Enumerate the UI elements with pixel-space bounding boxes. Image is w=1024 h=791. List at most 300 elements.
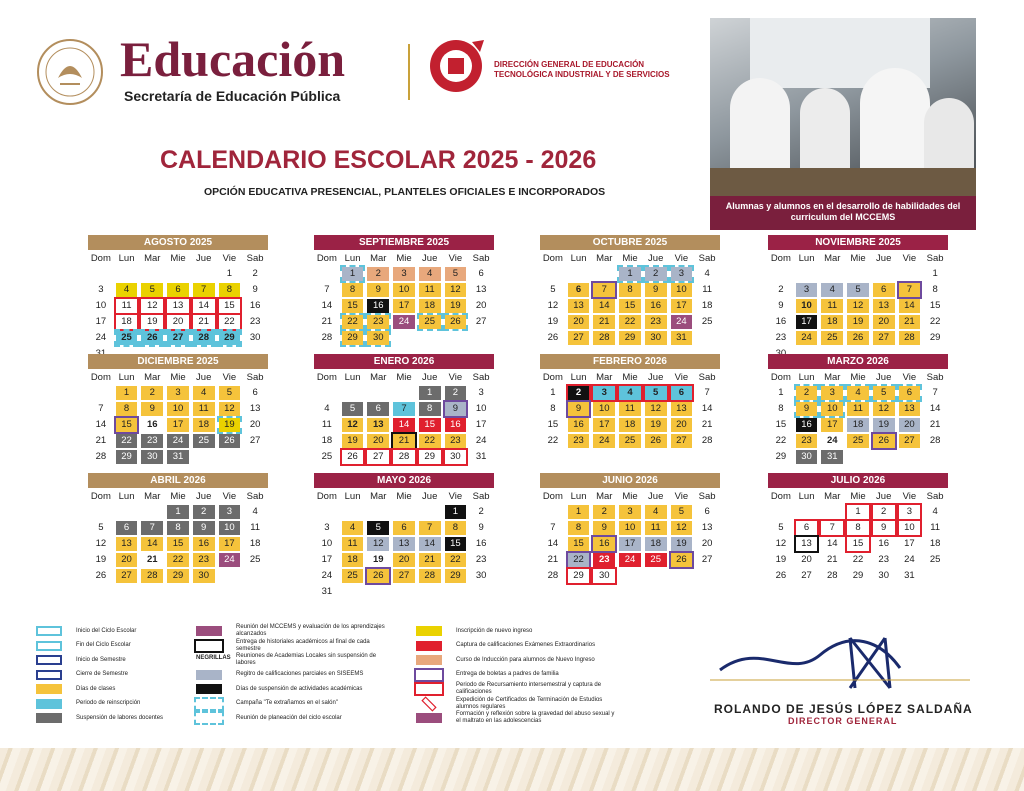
day-cell: 3 — [619, 505, 641, 519]
day-name: Mie — [396, 253, 412, 264]
day-cell: 16 — [878, 538, 889, 549]
month-3 — [768, 235, 948, 362]
legend-swatch — [416, 641, 442, 651]
day-name: Dom — [770, 491, 791, 502]
day-cell: 12 — [95, 538, 107, 549]
day-name: Sab — [926, 372, 944, 383]
day-name: Jue — [422, 253, 438, 264]
day-cell: 26 — [342, 450, 364, 464]
day-cell: 13 — [249, 403, 261, 414]
day-cell: 30 — [475, 570, 487, 581]
day-cell: 25 — [321, 451, 333, 462]
day-cell: 29 — [342, 331, 364, 345]
legend-label: Días de clases — [76, 685, 116, 692]
day-cell: 1 — [226, 268, 233, 279]
day-cell: 19 — [847, 315, 869, 329]
day-cell: 6 — [796, 521, 818, 535]
days-grid — [314, 385, 494, 465]
day-cell: 29 — [619, 331, 641, 345]
day-cell: 12 — [873, 402, 895, 416]
day-cell: 6 — [478, 268, 484, 279]
legend-label: Días de suspensión de actividades académicas — [236, 685, 363, 692]
day-name: Vie — [902, 372, 917, 383]
day-cell: 19 — [671, 537, 693, 551]
day-name: Sab — [246, 372, 264, 383]
day-cell: 8 — [932, 284, 938, 295]
day-cell: 10 — [796, 299, 818, 313]
day-cell: 16 — [568, 418, 590, 432]
day-cell: 20 — [701, 538, 713, 549]
day-cell: 20 — [167, 315, 189, 329]
empty-cell — [316, 505, 338, 519]
day-cell: 13 — [873, 299, 895, 313]
day-cell: 20 — [393, 553, 415, 567]
legend-swatch — [416, 713, 442, 723]
day-name: Mie — [396, 372, 412, 383]
day-cell: 3 — [821, 386, 843, 400]
legend-swatch — [36, 713, 62, 723]
day-cell: 26 — [775, 570, 787, 581]
day-name: Lun — [570, 372, 587, 383]
day-cell: 27 — [475, 316, 487, 327]
day-cell: 11 — [702, 284, 713, 295]
day-cell: 14 — [393, 418, 415, 432]
day-cell: 13 — [568, 299, 590, 313]
month-7 — [768, 354, 948, 465]
day-cell: 12 — [547, 300, 559, 311]
empty-cell — [873, 267, 895, 281]
day-cell: 28 — [95, 451, 107, 462]
day-cell: 17 — [619, 537, 641, 551]
day-cell: 11 — [930, 522, 941, 533]
day-name: Dom — [542, 253, 563, 264]
day-cell: 8 — [167, 521, 189, 535]
day-cell: 10 — [593, 402, 615, 416]
day-cell: 25 — [193, 434, 215, 448]
day-cell: 6 — [873, 283, 895, 297]
day-cell: 3 — [219, 505, 241, 519]
day-name: Dom — [316, 491, 337, 502]
day-cell: 23 — [445, 434, 467, 448]
empty-cell — [796, 505, 818, 519]
empty-cell — [419, 505, 441, 519]
day-cell: 13 — [899, 402, 921, 416]
day-cell: 10 — [475, 403, 487, 414]
days-grid — [768, 504, 948, 584]
day-cell: 30 — [141, 450, 163, 464]
day-cell: 31 — [904, 570, 915, 581]
legend-swatch — [421, 696, 436, 711]
day-cell: 12 — [645, 402, 667, 416]
day-cell: 14 — [929, 403, 941, 414]
day-cell: 6 — [167, 283, 189, 297]
day-cell: 1 — [116, 386, 138, 400]
day-cell: 6 — [568, 283, 590, 297]
empty-cell — [116, 267, 138, 281]
month-header: FEBRERO 2026 — [540, 354, 720, 369]
legend-item — [416, 668, 616, 682]
day-cell: 17 — [904, 538, 915, 549]
empty-cell — [899, 267, 921, 281]
day-names-row — [768, 490, 948, 504]
day-cell: 8 — [568, 521, 590, 535]
days-grid — [540, 504, 720, 584]
month-header: ABRIL 2026 — [88, 473, 268, 488]
legend-label: Periodo de reinscripción — [76, 700, 141, 706]
month-header: JUNIO 2026 — [540, 473, 720, 488]
day-name: Mar — [824, 253, 841, 264]
dgeti-logo-icon — [426, 36, 486, 96]
day-cell: 4 — [116, 283, 138, 297]
month-4 — [88, 354, 268, 465]
day-cell: 15 — [775, 419, 787, 430]
day-cell: 27 — [367, 450, 389, 464]
day-cell: 27 — [701, 554, 713, 565]
day-name: Dom — [316, 253, 337, 264]
day-cell: 21 — [95, 435, 107, 446]
day-cell: 3 — [796, 283, 818, 297]
day-cell: 30 — [445, 450, 467, 464]
day-cell: 7 — [193, 283, 215, 297]
day-names-row — [768, 252, 948, 266]
day-cell: 21 — [321, 316, 333, 327]
legend-label: Inscripción de nuevo ingreso — [456, 627, 533, 634]
day-cell: 24 — [826, 435, 838, 446]
day-cell: 24 — [321, 570, 333, 581]
day-cell: 8 — [419, 402, 441, 416]
legend-label: Reunión de planeación del ciclo escolar — [236, 714, 342, 721]
day-cell: 19 — [645, 418, 667, 432]
day-cell: 30 — [193, 569, 215, 583]
day-cell: 18 — [193, 418, 215, 432]
day-name: Mie — [850, 372, 866, 383]
day-cell: 7 — [704, 387, 710, 398]
day-name: Jue — [648, 372, 664, 383]
day-cell: 10 — [219, 521, 241, 535]
day-cell: 20 — [475, 300, 487, 311]
empty-cell — [847, 267, 869, 281]
day-cell: 4 — [821, 283, 843, 297]
day-cell: 4 — [704, 268, 710, 279]
legend-swatch: NEGRILLAS — [196, 655, 231, 661]
day-cell: 23 — [475, 554, 487, 565]
days-grid — [540, 266, 720, 346]
day-cell: 16 — [475, 538, 487, 549]
empty-cell — [796, 267, 818, 281]
day-cell: 23 — [878, 554, 889, 565]
day-cell: 23 — [249, 316, 261, 327]
month-9 — [314, 473, 494, 600]
day-name: Dom — [316, 372, 337, 383]
day-cell: 4 — [619, 386, 641, 400]
day-cell: 27 — [116, 569, 138, 583]
day-cell: 13 — [116, 537, 138, 551]
day-cell: 16 — [593, 537, 615, 551]
day-name: Jue — [876, 253, 892, 264]
day-cell: 22 — [342, 315, 364, 329]
day-cell: 1 — [167, 505, 189, 519]
days-grid — [88, 385, 268, 465]
day-cell: 8 — [619, 283, 641, 297]
day-cell: 28 — [701, 435, 713, 446]
day-cell: 17 — [167, 418, 189, 432]
day-cell: 31 — [475, 451, 487, 462]
day-cell: 25 — [249, 554, 261, 565]
day-cell: 24 — [904, 554, 915, 565]
day-cell: 30 — [645, 331, 667, 345]
month-0 — [88, 235, 268, 362]
day-cell: 23 — [775, 332, 787, 343]
day-cell: 11 — [116, 299, 138, 313]
page-subtitle: OPCIÓN EDUCATIVA PRESENCIAL, PLANTELES OFICIALES E INCORPORADOS — [204, 186, 606, 198]
legend-swatch — [36, 626, 62, 636]
day-cell: 15 — [116, 418, 138, 432]
day-cell: 15 — [619, 299, 641, 313]
day-cell: 31 — [321, 586, 333, 597]
day-cell: 23 — [645, 315, 667, 329]
day-cell: 28 — [193, 331, 215, 345]
day-cell: 30 — [878, 570, 889, 581]
legend-label: Entrega de boletas a padres de familia — [456, 671, 559, 677]
legend-label: Expedición de Certificados de Terminación de Estudios alumnos regulares — [456, 696, 603, 710]
day-names-row — [768, 371, 948, 385]
empty-cell — [342, 505, 364, 519]
day-cell: 28 — [321, 332, 333, 343]
legend-swatch — [416, 655, 442, 665]
day-cell: 21 — [547, 554, 559, 565]
day-cell: 17 — [475, 419, 487, 430]
day-name: Mar — [144, 253, 161, 264]
day-name: Mar — [144, 372, 161, 383]
day-names-row — [88, 371, 268, 385]
day-cell: 16 — [796, 418, 818, 432]
month-2 — [540, 235, 720, 346]
day-name: Mie — [850, 491, 866, 502]
empty-cell — [90, 505, 112, 519]
day-name: Jue — [648, 491, 664, 502]
day-cell: 21 — [929, 419, 941, 430]
day-cell: 10 — [321, 538, 333, 549]
day-cell: 26 — [645, 434, 667, 448]
day-cell: 3 — [593, 386, 615, 400]
legend-label: Fin del Ciclo Escolar — [76, 642, 131, 648]
day-cell: 11 — [419, 283, 441, 297]
day-cell: 24 — [796, 331, 818, 345]
month-11 — [768, 473, 948, 584]
day-cell: 24 — [475, 435, 487, 446]
day-cell: 4 — [419, 267, 441, 281]
day-cell: 15 — [342, 299, 364, 313]
day-cell: 7 — [393, 402, 415, 416]
day-cell: 7 — [141, 521, 163, 535]
empty-cell — [568, 267, 590, 281]
day-name: Mar — [596, 491, 613, 502]
day-name: Sab — [472, 491, 490, 502]
empty-cell — [316, 386, 338, 400]
day-name: Jue — [876, 491, 892, 502]
day-cell: 19 — [445, 299, 467, 313]
day-cell: 4 — [252, 506, 258, 517]
day-cell: 4 — [847, 386, 869, 400]
day-cell: 29 — [929, 332, 941, 343]
day-name: Vie — [902, 491, 917, 502]
legend-swatch — [36, 670, 62, 680]
month-header: MARZO 2026 — [768, 354, 948, 369]
day-cell: 2 — [141, 386, 163, 400]
day-cell: 14 — [593, 299, 615, 313]
day-cell: 18 — [645, 537, 667, 551]
month-8 — [88, 473, 268, 584]
month-header: NOVIEMBRE 2025 — [768, 235, 948, 250]
signature-icon — [700, 630, 980, 690]
day-name: Mie — [622, 372, 638, 383]
day-cell: 17 — [219, 537, 241, 551]
day-cell: 21 — [193, 315, 215, 329]
day-cell: 22 — [419, 434, 441, 448]
day-cell: 1 — [932, 268, 938, 279]
day-cell: 2 — [478, 506, 484, 517]
day-cell: 6 — [671, 386, 693, 400]
day-cell: 1 — [568, 505, 590, 519]
legend-label: Cierre de Semestre — [76, 671, 129, 677]
day-cell: 9 — [593, 521, 615, 535]
day-cell: 27 — [873, 331, 895, 345]
legend-item — [196, 624, 396, 638]
day-cell: 5 — [367, 521, 389, 535]
day-cell: 26 — [367, 569, 389, 583]
day-cell: 21 — [393, 434, 415, 448]
day-name: Vie — [448, 491, 463, 502]
day-cell: 18 — [619, 418, 641, 432]
day-cell: 2 — [367, 267, 389, 281]
day-cell: 11 — [250, 522, 261, 533]
day-cell: 14 — [321, 300, 333, 311]
day-name: Sab — [698, 491, 716, 502]
day-cell: 25 — [847, 434, 869, 448]
day-cell: 28 — [826, 570, 838, 581]
day-cell: 3 — [98, 284, 104, 295]
day-cell: 23 — [568, 434, 590, 448]
day-cell: 5 — [671, 505, 693, 519]
day-cell: 4 — [324, 403, 330, 414]
students-photo — [710, 18, 976, 230]
day-cell: 16 — [445, 418, 467, 432]
legend-label: Campaña "Te extrañamos en el salón" — [236, 700, 338, 706]
day-name: Lun — [344, 253, 361, 264]
day-cell: 18 — [821, 315, 843, 329]
day-cell: 7 — [324, 284, 330, 295]
empty-cell — [821, 267, 843, 281]
day-cell: 3 — [478, 387, 484, 398]
day-names-row — [314, 490, 494, 504]
day-cell: 12 — [342, 418, 364, 432]
day-cell: 2 — [778, 284, 784, 295]
day-name: Sab — [698, 253, 716, 264]
day-cell: 6 — [252, 387, 258, 398]
day-cell: 9 — [796, 402, 818, 416]
day-cell: 14 — [547, 538, 559, 549]
day-name: Mie — [622, 491, 638, 502]
day-cell: 23 — [367, 315, 389, 329]
day-cell: 30 — [796, 450, 818, 464]
day-cell: 29 — [116, 450, 138, 464]
day-cell: 25 — [645, 553, 667, 567]
day-cell: 27 — [167, 331, 189, 345]
day-name: Dom — [542, 491, 563, 502]
legend-swatch — [196, 699, 222, 709]
legend-label: Curso de Inducción para alumnos de Nuevo Ingreso — [456, 656, 595, 663]
day-cell: 18 — [701, 300, 713, 311]
day-cell: 4 — [342, 521, 364, 535]
day-cell: 4 — [645, 505, 667, 519]
day-cell: 29 — [419, 450, 441, 464]
day-cell: 2 — [645, 267, 667, 281]
day-cell: 7 — [821, 521, 843, 535]
day-name: Lun — [570, 253, 587, 264]
day-cell: 17 — [321, 554, 333, 565]
photo-caption: Alumnas y alumnos en el desarrollo de habilidades del curriculum del MCCEMS — [710, 196, 976, 230]
day-cell: 13 — [671, 402, 693, 416]
day-cell: 29 — [219, 331, 241, 345]
day-name: Sab — [472, 372, 490, 383]
signatory-name: ROLANDO DE JESÚS LÓPEZ SALDAÑA — [714, 702, 973, 716]
day-cell: 19 — [141, 315, 163, 329]
day-name: Lun — [118, 253, 135, 264]
day-name: Vie — [674, 372, 689, 383]
days-grid — [314, 266, 494, 346]
day-cell: 16 — [193, 537, 215, 551]
day-cell: 28 — [593, 331, 615, 345]
day-cell: 24 — [593, 434, 615, 448]
dgeti-name — [494, 60, 670, 80]
day-cell: 17 — [796, 315, 818, 329]
day-cell: 25 — [342, 569, 364, 583]
legend-item — [196, 639, 396, 653]
day-cell: 15 — [547, 419, 559, 430]
day-names-row — [88, 490, 268, 504]
day-cell: 14 — [193, 299, 215, 313]
header-divider — [408, 44, 410, 100]
day-name: Mar — [370, 253, 387, 264]
day-name: Jue — [422, 372, 438, 383]
day-cell: 1 — [550, 387, 556, 398]
legend-item — [196, 668, 396, 682]
day-cell: 15 — [847, 537, 869, 551]
legend-swatch — [416, 626, 442, 636]
days-grid — [768, 385, 948, 465]
day-cell: 5 — [219, 386, 241, 400]
day-cell: 16 — [146, 419, 158, 430]
empty-cell — [393, 505, 415, 519]
day-cell: 21 — [899, 315, 921, 329]
legend-label: Reunión del MCCEMS y evaluación de los aprendizajes alcanzados — [236, 624, 385, 637]
legend-swatch — [36, 699, 62, 709]
empty-cell — [342, 386, 364, 400]
day-cell: 13 — [475, 284, 487, 295]
day-cell: 26 — [671, 553, 693, 567]
day-cell: 25 — [419, 315, 441, 329]
day-cell: 7 — [593, 283, 615, 297]
day-name: Dom — [770, 372, 791, 383]
day-cell: 28 — [547, 570, 559, 581]
legend-swatch — [416, 670, 442, 680]
legend-label: Periodo de Recursamiento intersemestral y captura de calificaciones — [456, 682, 602, 695]
day-cell: 9 — [873, 521, 895, 535]
day-cell: 7 — [550, 522, 556, 533]
day-cell: 10 — [95, 300, 107, 311]
day-cell: 25 — [619, 434, 641, 448]
day-name: Jue — [422, 491, 438, 502]
